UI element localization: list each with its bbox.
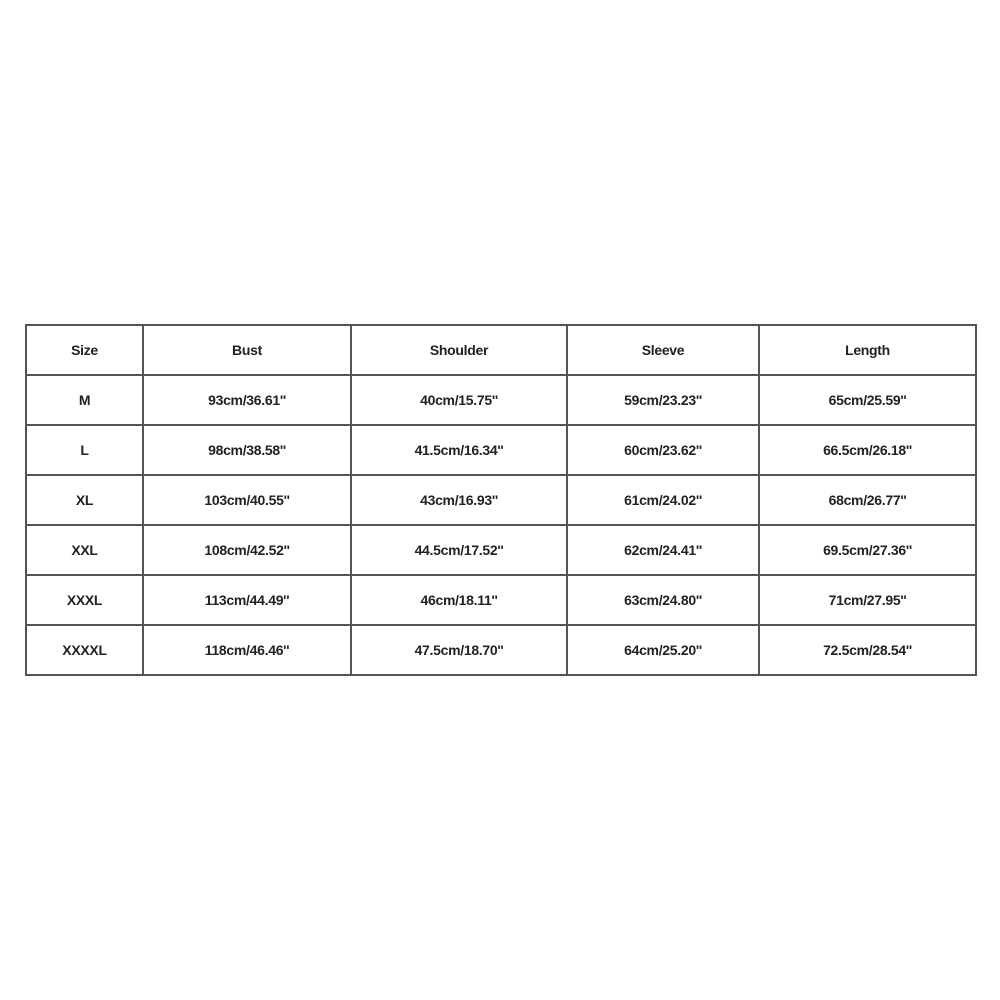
header-shoulder: Shoulder <box>351 325 567 375</box>
cell-sleeve: 63cm/24.80'' <box>567 575 759 625</box>
cell-length: 72.5cm/28.54'' <box>759 625 976 675</box>
cell-shoulder: 40cm/15.75'' <box>351 375 567 425</box>
cell-bust: 108cm/42.52'' <box>143 525 351 575</box>
header-length: Length <box>759 325 976 375</box>
cell-sleeve: 62cm/24.41'' <box>567 525 759 575</box>
cell-size: L <box>26 425 143 475</box>
cell-bust: 113cm/44.49'' <box>143 575 351 625</box>
cell-size: XXL <box>26 525 143 575</box>
table-row <box>26 625 976 675</box>
cell-bust: 93cm/36.61'' <box>143 375 351 425</box>
size-chart-table <box>25 324 977 676</box>
cell-shoulder: 43cm/16.93'' <box>351 475 567 525</box>
cell-shoulder: 41.5cm/16.34'' <box>351 425 567 475</box>
header-bust: Bust <box>143 325 351 375</box>
cell-bust: 98cm/38.58'' <box>143 425 351 475</box>
cell-length: 65cm/25.59'' <box>759 375 976 425</box>
table-row <box>26 375 976 425</box>
cell-shoulder: 44.5cm/17.52'' <box>351 525 567 575</box>
header-sleeve: Sleeve <box>567 325 759 375</box>
cell-shoulder: 47.5cm/18.70'' <box>351 625 567 675</box>
cell-sleeve: 61cm/24.02'' <box>567 475 759 525</box>
cell-size: XL <box>26 475 143 525</box>
cell-bust: 118cm/46.46'' <box>143 625 351 675</box>
table-row <box>26 425 976 475</box>
header-size: Size <box>26 325 143 375</box>
table-row <box>26 525 976 575</box>
cell-size: XXXL <box>26 575 143 625</box>
table-row <box>26 575 976 625</box>
header-row <box>26 325 976 375</box>
table-row <box>26 475 976 525</box>
cell-sleeve: 64cm/25.20'' <box>567 625 759 675</box>
cell-bust: 103cm/40.55'' <box>143 475 351 525</box>
cell-length: 66.5cm/26.18'' <box>759 425 976 475</box>
cell-size: XXXXL <box>26 625 143 675</box>
cell-sleeve: 60cm/23.62'' <box>567 425 759 475</box>
cell-length: 71cm/27.95'' <box>759 575 976 625</box>
cell-shoulder: 46cm/18.11'' <box>351 575 567 625</box>
cell-size: M <box>26 375 143 425</box>
cell-length: 68cm/26.77'' <box>759 475 976 525</box>
cell-length: 69.5cm/27.36'' <box>759 525 976 575</box>
cell-sleeve: 59cm/23.23'' <box>567 375 759 425</box>
